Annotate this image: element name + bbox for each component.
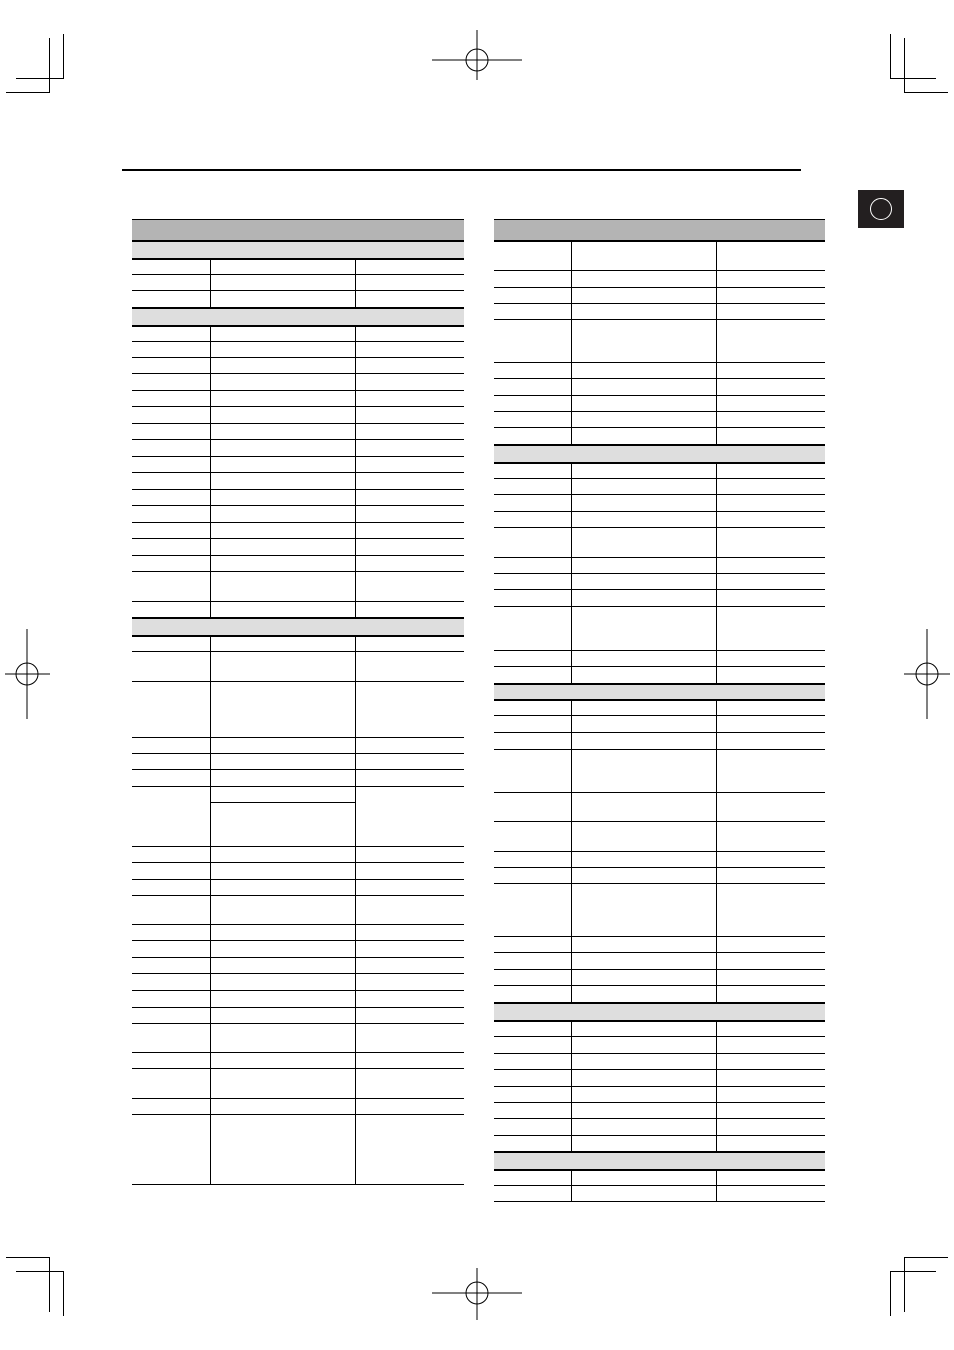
table-rule bbox=[494, 683, 825, 685]
table-row bbox=[132, 769, 464, 786]
column-divider bbox=[571, 699, 572, 1002]
table-row bbox=[494, 395, 825, 411]
table-row bbox=[132, 1068, 464, 1098]
table-row bbox=[494, 427, 825, 444]
table-row bbox=[132, 635, 464, 651]
table-rule bbox=[132, 219, 464, 220]
registration-mark-right bbox=[864, 629, 954, 719]
table-row bbox=[494, 378, 825, 395]
table-row bbox=[494, 303, 825, 319]
table-row bbox=[132, 957, 464, 973]
table-row bbox=[132, 1052, 464, 1068]
table-header bbox=[132, 219, 464, 240]
section-band bbox=[494, 444, 825, 462]
column-divider bbox=[210, 325, 211, 617]
table-row bbox=[132, 940, 464, 957]
table-row bbox=[132, 571, 464, 601]
table-row bbox=[494, 732, 825, 749]
table-rule bbox=[132, 307, 464, 309]
table-row bbox=[132, 505, 464, 522]
table-row bbox=[132, 1023, 464, 1052]
table-row bbox=[494, 1086, 825, 1102]
table-row bbox=[494, 650, 825, 666]
table-row bbox=[132, 973, 464, 990]
table-row bbox=[494, 573, 825, 589]
table-row bbox=[132, 290, 464, 307]
table-rule bbox=[132, 1184, 464, 1185]
table-row bbox=[132, 879, 464, 895]
table-row bbox=[132, 472, 464, 489]
table-row bbox=[132, 924, 464, 940]
column-divider bbox=[716, 1020, 717, 1151]
header-rule bbox=[122, 169, 801, 171]
column-divider bbox=[716, 1169, 717, 1201]
table-row bbox=[494, 1053, 825, 1069]
table-row bbox=[494, 985, 825, 1002]
section-band bbox=[132, 307, 464, 325]
table-row bbox=[132, 456, 464, 472]
table-row bbox=[132, 1098, 464, 1114]
registration-mark-left bbox=[0, 629, 90, 719]
column-divider bbox=[355, 325, 356, 617]
table-rule bbox=[132, 617, 464, 619]
table-row bbox=[494, 362, 825, 378]
column-divider bbox=[716, 240, 717, 444]
column-divider bbox=[571, 1169, 572, 1201]
table-rule bbox=[132, 240, 464, 242]
section-band bbox=[132, 240, 464, 258]
table-row bbox=[494, 411, 825, 427]
table-row bbox=[132, 406, 464, 423]
table-row bbox=[132, 1007, 464, 1023]
table-row bbox=[494, 511, 825, 527]
table-row bbox=[132, 895, 464, 924]
registration-mark-bottom bbox=[432, 1248, 522, 1338]
table-row bbox=[494, 792, 825, 821]
table-row bbox=[132, 522, 464, 538]
table-row bbox=[494, 749, 825, 792]
column-divider bbox=[571, 1020, 572, 1151]
table-row bbox=[494, 319, 825, 362]
table-row bbox=[494, 969, 825, 985]
table-row bbox=[132, 538, 464, 555]
table-row bbox=[494, 821, 825, 851]
table-rule bbox=[494, 1151, 825, 1153]
table-row bbox=[494, 1169, 825, 1185]
table-row bbox=[494, 1135, 825, 1151]
table-row bbox=[494, 715, 825, 732]
table-row bbox=[494, 936, 825, 952]
column-divider bbox=[355, 635, 356, 1184]
table-row bbox=[132, 786, 464, 846]
table-row bbox=[494, 494, 825, 511]
table-row bbox=[494, 1069, 825, 1086]
table-row bbox=[132, 373, 464, 390]
language-tab bbox=[858, 190, 904, 228]
column-divider bbox=[355, 258, 356, 307]
table-row bbox=[494, 478, 825, 494]
table-row bbox=[132, 846, 464, 862]
table-row bbox=[132, 681, 464, 737]
table-row bbox=[494, 851, 825, 867]
table-row bbox=[132, 555, 464, 571]
section-band bbox=[494, 1151, 825, 1169]
table-rule bbox=[494, 219, 825, 220]
table-row bbox=[132, 862, 464, 879]
table-row bbox=[494, 270, 825, 287]
table-row bbox=[132, 258, 464, 274]
table-row bbox=[132, 274, 464, 290]
section-band bbox=[494, 683, 825, 699]
table-row bbox=[494, 589, 825, 606]
table-row bbox=[132, 489, 464, 505]
table-row bbox=[494, 883, 825, 936]
section-band bbox=[132, 617, 464, 635]
spec-table-left bbox=[132, 219, 464, 1189]
table-row bbox=[132, 737, 464, 753]
column-divider bbox=[571, 462, 572, 683]
table-row bbox=[494, 1020, 825, 1036]
table-row bbox=[494, 1185, 825, 1201]
table-row bbox=[494, 240, 825, 270]
table-row bbox=[132, 357, 464, 373]
table-row bbox=[132, 439, 464, 456]
table-row bbox=[494, 606, 825, 650]
table-row bbox=[132, 341, 464, 357]
table-row bbox=[132, 601, 464, 617]
table-row bbox=[494, 1118, 825, 1135]
table-row bbox=[132, 753, 464, 769]
table-row bbox=[494, 952, 825, 969]
table-row bbox=[132, 423, 464, 439]
column-divider bbox=[716, 462, 717, 683]
circle-outline-icon bbox=[870, 198, 892, 220]
table-rule bbox=[494, 666, 825, 667]
section-band bbox=[494, 1002, 825, 1020]
table-row bbox=[494, 527, 825, 557]
table-row bbox=[494, 867, 825, 883]
table-row bbox=[494, 1036, 825, 1053]
spec-table-right bbox=[494, 219, 825, 1209]
table-rule bbox=[494, 444, 825, 446]
table-row bbox=[132, 990, 464, 1007]
column-divider bbox=[210, 635, 211, 1184]
table-row bbox=[494, 699, 825, 715]
table-row bbox=[132, 390, 464, 406]
table-row bbox=[494, 462, 825, 478]
table-row bbox=[494, 1102, 825, 1118]
table-row bbox=[494, 557, 825, 573]
table-row bbox=[132, 651, 464, 681]
sub-row-rule bbox=[211, 802, 355, 803]
table-rule bbox=[494, 1002, 825, 1004]
table-row bbox=[132, 325, 464, 341]
table-rule bbox=[494, 1201, 825, 1202]
column-divider bbox=[716, 699, 717, 1002]
table-header bbox=[494, 219, 825, 240]
registration-mark-top bbox=[432, 15, 522, 105]
column-divider bbox=[571, 240, 572, 444]
table-row bbox=[494, 287, 825, 303]
table-row bbox=[132, 1114, 464, 1184]
column-divider bbox=[210, 258, 211, 307]
